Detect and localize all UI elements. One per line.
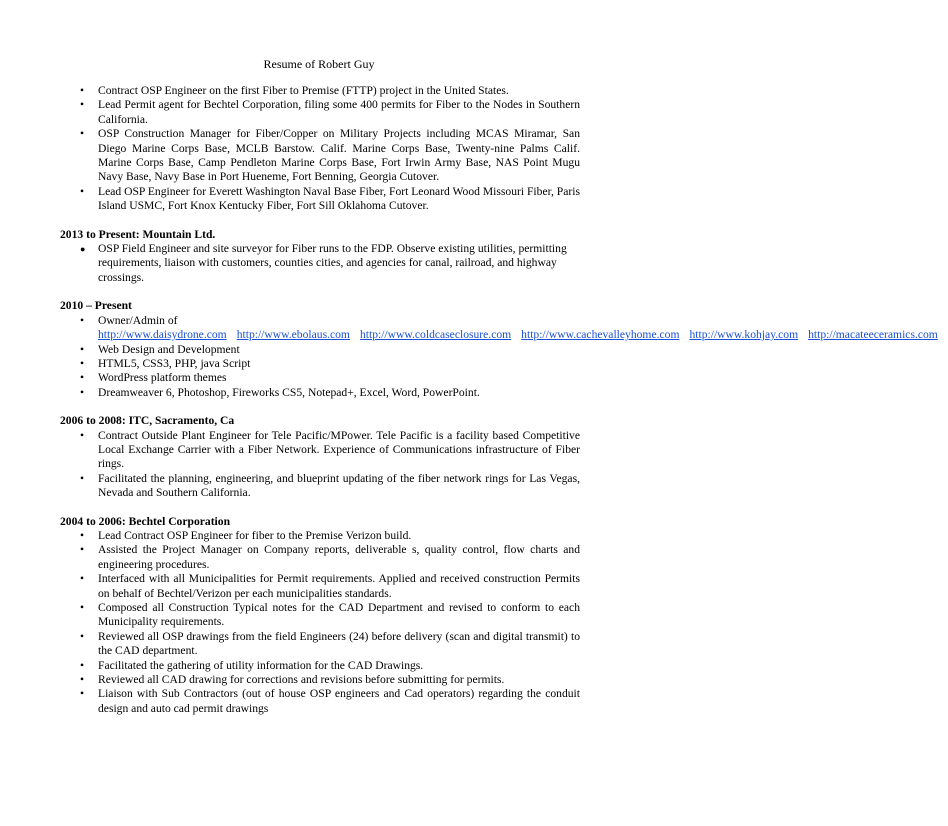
bullet-icon: • — [80, 428, 85, 442]
list-item: • Lead Permit agent for Bechtel Corporation, filing some 400 permits for Fiber to the Nodes in Southern California. — [80, 98, 580, 126]
link-daisydrone[interactable]: http://www.daisydrone.com — [98, 328, 227, 342]
list-item: • Assisted the Project Manager on Company reports, deliverable s, quality control, flow charts and engineering procedures. — [80, 543, 580, 571]
bullet-icon: • — [80, 687, 85, 701]
bullet-icon: • — [80, 184, 85, 198]
bullet-icon: • — [80, 528, 85, 542]
bullet-icon: • — [80, 601, 85, 614]
list-item: • Contract Outside Plant Engineer for Tele Pacific/MPower. Tele Pacific is a facility based Competitive Local Exchange Carrier with a Fiber Network. Experience of Communications infrastructure of Fiber rings. — [80, 428, 580, 471]
list-item: • Reviewed all CAD drawing for corrections and revisions before submitting for permits. — [80, 673, 505, 687]
bullet-icon: • — [80, 543, 85, 557]
section-list-mountain — [60, 242, 580, 285]
list-item: • Web Design and Development — [80, 342, 240, 356]
bullet-icon: • — [80, 658, 85, 672]
list-item: • Interfaced with all Municipalities for Permit requirements. Applied and received construction Permits on behalf of Bechtel/Verizon per each municipalities standards. — [80, 572, 580, 600]
link-macateeceramics[interactable]: http://macateeceramics.com — [808, 328, 938, 342]
list-item: • Contract OSP Engineer on the first Fiber to Premise (FTTP) project in the United States. — [80, 84, 509, 97]
list-item: • Facilitated the planning, engineering, and blueprint updating of the fiber network rings for Las Vegas, Nevada and Southern California. — [80, 471, 580, 500]
list-item: ● OSP Field Engineer and site surveyor for Fiber runs to the FDP. Observe existing utilities, permitting requirements, liaison with customers, counties cities, and agencies for canal, railroad, and highway crossings. — [80, 242, 567, 284]
list-item: • Liaison with Sub Contractors (out of house OSP engineers and Cad operators) regarding the conduit design and auto cad permit drawings — [80, 687, 580, 715]
link-ebolaus[interactable]: http://www.ebolaus.com — [236, 328, 350, 342]
bullet-icon: • — [80, 84, 85, 97]
bullet-icon: ● — [80, 244, 86, 255]
section-list-bechtel — [60, 529, 580, 716]
section-list-owner — [60, 313, 938, 400]
resume-content — [60, 84, 938, 716]
section-heading-bechtel: 2004 to 2006: Bechtel Corporation — [60, 514, 231, 528]
bullet-icon: • — [80, 98, 85, 112]
bullet-icon: • — [80, 629, 85, 643]
bullet-icon: • — [80, 313, 85, 327]
bullet-icon: • — [80, 572, 85, 586]
section-list-itc — [60, 429, 580, 501]
list-item: • WordPress platform themes — [80, 371, 227, 385]
list-item: • Lead OSP Engineer for Everett Washington Naval Base Fiber, Fort Leonard Wood Missouri Fiber, Paris Island USMC, Fort Knox Kentucky Fiber, Fort Sill Oklahoma Cutover. — [80, 184, 580, 213]
section-heading-itc: 2006 to 2008: ITC, Sacramento, Ca — [60, 414, 235, 428]
intro-list — [60, 84, 580, 214]
section-heading-owner: 2010 – Present — [60, 299, 132, 313]
bullet-icon: • — [80, 342, 85, 356]
link-cachevalleyhome[interactable]: http://www.cachevalleyhome.com — [521, 328, 680, 342]
page-title: Resume of Robert Guy — [263, 57, 375, 71]
link-kohjay[interactable]: http://www.kohjay.com — [689, 328, 799, 342]
list-item: • Dreamweaver 6, Photoshop, Fireworks CS5, Notepad+, Excel, Word, PowerPoint. — [80, 385, 480, 399]
list-item: • OSP Construction Manager for Fiber/Copper on Military Projects including MCAS Miramar, San Diego Marine Corps Base, MCLB Barstow. Calif. Marine Corps Base, Twenty-nine Palms Calif. Marine Corps Base, Camp Pendleton Marine Corps Base, Fort Irwin Army Base, NAS Point Mugu Navy Base, Navy Base in Port Hueneme, Fort Benning, Georgia Cutover. — [80, 127, 580, 184]
list-item — [60, 313, 938, 343]
bullet-icon: • — [80, 471, 85, 485]
bullet-icon: • — [80, 371, 85, 385]
list-item: • Lead Contract OSP Engineer for fiber to the Premise Verizon build. — [80, 528, 412, 542]
owner-prefix: Owner/Admin of — [98, 313, 178, 327]
list-item: • Composed all Construction Typical notes for the CAD Department and revised to conform to each Municipality requirements. — [80, 601, 580, 629]
list-item: • Reviewed all OSP drawings from the field Engineers (24) before delivery (scan and digital transmit) to the CAD department. — [80, 629, 580, 658]
list-item: • HTML5, CSS3, PHP, java Script — [80, 356, 251, 370]
bullet-icon: • — [80, 356, 85, 370]
list-item: • Facilitated the gathering of utility information for the CAD Drawings. — [80, 658, 424, 672]
bullet-icon: • — [80, 385, 85, 399]
bullet-icon: • — [80, 127, 85, 141]
bullet-icon: • — [80, 673, 85, 687]
link-coldcaseclosure[interactable]: http://www.coldcaseclosure.com — [359, 328, 512, 342]
section-heading-mountain: 2013 to Present: Mountain Ltd. — [60, 227, 216, 241]
